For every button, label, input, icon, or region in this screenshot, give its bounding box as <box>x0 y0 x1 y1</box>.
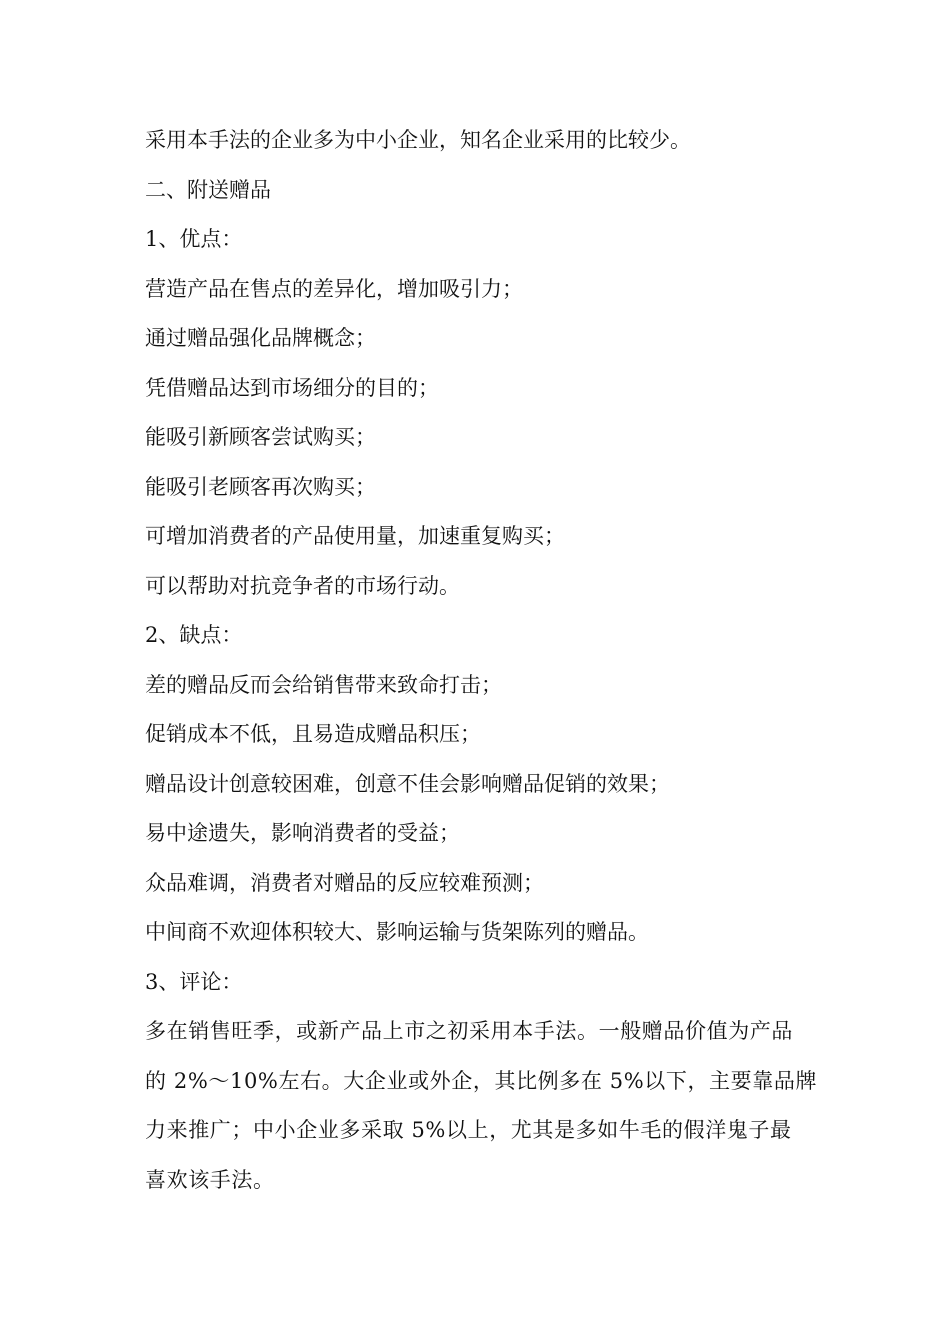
list-item: 众品难调，消费者对赠品的反应较难预测； <box>145 870 544 895</box>
list-item: 能吸引老顾客再次购买； <box>145 474 376 499</box>
paragraph-line: 力来推广；中小企业多采取 5%以上，尤其是多如牛毛的假洋鬼子最 <box>145 1118 792 1142</box>
list-item: 可增加消费者的产品使用量，加速重复购买； <box>145 524 565 548</box>
paragraph-line: 喜欢该手法。 <box>145 1167 275 1192</box>
text-line: 采用本手法的企业多为中小企业，知名企业采用的比较少。 <box>145 128 691 152</box>
paragraph-line: 多在销售旺季，或新产品上市之初采用本手法。一般赠品价值为产品 <box>145 1019 793 1043</box>
list-item: 可以帮助对抗竞争者的市场行动。 <box>145 573 460 598</box>
list-item: 通过赠品强化品牌概念； <box>145 326 376 350</box>
list-item: 差的赠品反而会给销售带来致命打击； <box>145 672 502 697</box>
subheading-comment: 3、评论： <box>145 969 243 994</box>
paragraph-line: 的 2%～10%左右。大企业或外企，其比例多在 5%以下，主要靠品牌 <box>145 1068 818 1093</box>
subheading-advantages: 1、优点： <box>145 227 243 251</box>
list-item: 中间商不欢迎体积较大、影响运输与货架陈列的赠品。 <box>145 920 649 944</box>
document-page <box>145 116 825 1205</box>
list-item: 易中途遗失，影响消费者的受益； <box>145 821 460 845</box>
list-item: 营造产品在售点的差异化，增加吸引力； <box>145 276 523 301</box>
list-item: 赠品设计创意较困难，创意不佳会影响赠品促销的效果； <box>145 771 670 796</box>
list-item: 能吸引新顾客尝试购买； <box>145 425 376 449</box>
section-heading: 二、附送赠品 <box>145 177 271 202</box>
comment-paragraph <box>145 1007 825 1205</box>
list-item: 凭借赠品达到市场细分的目的； <box>145 375 439 400</box>
list-item: 促销成本不低，且易造成赠品积压； <box>145 722 481 746</box>
subheading-disadvantages: 2、缺点： <box>145 623 243 647</box>
